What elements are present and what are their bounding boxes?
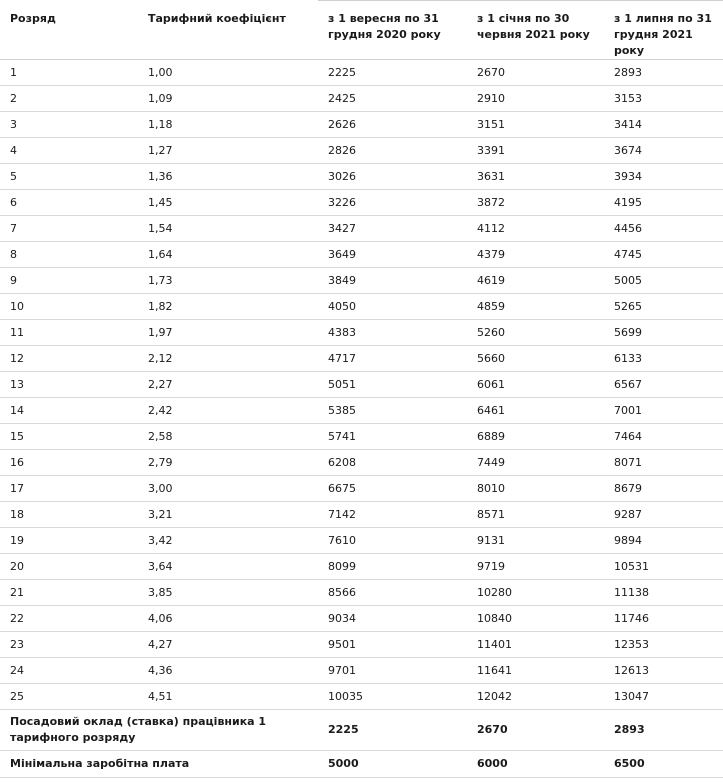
grade-cell: 11 — [0, 320, 138, 346]
table-row — [0, 632, 723, 658]
value-2021-h1-cell: 3872 — [467, 190, 604, 216]
value-2021-h2-cell: 3414 — [604, 112, 723, 138]
header-period-2020: з 1 вересня по 31 грудня 2020 року — [318, 1, 467, 60]
grade-cell: 6 — [0, 190, 138, 216]
value-2021-h1-cell: 4112 — [467, 216, 604, 242]
coefficient-cell: 4,27 — [138, 632, 318, 658]
coefficient-cell: 3,85 — [138, 580, 318, 606]
value-2021-h1-cell: 6461 — [467, 398, 604, 424]
grade-cell: 8 — [0, 242, 138, 268]
coefficient-cell: 1,82 — [138, 294, 318, 320]
value-2021-h2-cell: 10531 — [604, 554, 723, 580]
value-2021-h2-cell: 11138 — [604, 580, 723, 606]
value-2021-h2-cell: 8679 — [604, 476, 723, 502]
value-2020-cell: 5385 — [318, 398, 467, 424]
grade-cell: 2 — [0, 86, 138, 112]
coefficient-cell: 1,64 — [138, 242, 318, 268]
value-2020-cell: 3226 — [318, 190, 467, 216]
value-2021-h1-cell: 7449 — [467, 450, 604, 476]
min-wage-label: Мінімальна заробітна плата — [0, 751, 318, 778]
value-2021-h1-cell: 9719 — [467, 554, 604, 580]
value-2021-h1-cell: 2670 — [467, 60, 604, 86]
grade-cell: 1 — [0, 60, 138, 86]
grade-cell: 17 — [0, 476, 138, 502]
value-2020-cell: 8566 — [318, 580, 467, 606]
value-2021-h2-cell: 7464 — [604, 424, 723, 450]
value-2020-cell: 9501 — [318, 632, 467, 658]
table-row — [0, 268, 723, 294]
value-2021-h2-cell: 6567 — [604, 372, 723, 398]
value-2021-h2-cell: 3934 — [604, 164, 723, 190]
value-2021-h2-cell: 13047 — [604, 684, 723, 710]
value-2020-cell: 4050 — [318, 294, 467, 320]
grade-cell: 20 — [0, 554, 138, 580]
salary-value-2020: 2225 — [318, 710, 467, 751]
value-2020-cell: 3026 — [318, 164, 467, 190]
coefficient-cell: 2,12 — [138, 346, 318, 372]
value-2021-h1-cell: 4379 — [467, 242, 604, 268]
value-2020-cell: 3849 — [318, 268, 467, 294]
coefficient-cell: 4,06 — [138, 606, 318, 632]
coefficient-cell: 1,09 — [138, 86, 318, 112]
grade-cell: 5 — [0, 164, 138, 190]
coefficient-cell: 1,73 — [138, 268, 318, 294]
table-row — [0, 216, 723, 242]
grade-cell: 13 — [0, 372, 138, 398]
coefficient-cell: 1,97 — [138, 320, 318, 346]
grade-cell: 22 — [0, 606, 138, 632]
value-2021-h2-cell: 3153 — [604, 86, 723, 112]
coefficient-cell: 2,79 — [138, 450, 318, 476]
grade-cell: 23 — [0, 632, 138, 658]
value-2021-h1-cell: 9131 — [467, 528, 604, 554]
table-row — [0, 398, 723, 424]
grade-cell: 25 — [0, 684, 138, 710]
table-body — [0, 60, 723, 710]
grade-cell: 7 — [0, 216, 138, 242]
coefficient-cell: 3,21 — [138, 502, 318, 528]
table-row — [0, 164, 723, 190]
value-2021-h2-cell: 12613 — [604, 658, 723, 684]
coefficient-cell: 1,18 — [138, 112, 318, 138]
salary-value-2021-h2: 2893 — [604, 710, 723, 751]
header-period-2021-h1: з 1 січня по 30 червня 2021 року — [467, 1, 604, 60]
min-wage-value-2020: 5000 — [318, 751, 467, 778]
coefficient-cell: 1,45 — [138, 190, 318, 216]
grade-cell: 10 — [0, 294, 138, 320]
header-row — [0, 1, 723, 60]
grade-cell: 4 — [0, 138, 138, 164]
table-row — [0, 476, 723, 502]
value-2020-cell: 6675 — [318, 476, 467, 502]
min-wage-row — [0, 751, 723, 778]
table-row — [0, 86, 723, 112]
table-row — [0, 424, 723, 450]
value-2020-cell: 5741 — [318, 424, 467, 450]
coefficient-cell: 1,00 — [138, 60, 318, 86]
value-2021-h2-cell: 5699 — [604, 320, 723, 346]
value-2021-h1-cell: 3631 — [467, 164, 604, 190]
coefficient-cell: 1,27 — [138, 138, 318, 164]
value-2021-h2-cell: 5265 — [604, 294, 723, 320]
table-row — [0, 606, 723, 632]
value-2021-h1-cell: 4619 — [467, 268, 604, 294]
grade-cell: 14 — [0, 398, 138, 424]
value-2021-h1-cell: 3151 — [467, 112, 604, 138]
value-2021-h2-cell: 7001 — [604, 398, 723, 424]
table-row — [0, 658, 723, 684]
table-row — [0, 112, 723, 138]
value-2021-h2-cell: 4456 — [604, 216, 723, 242]
coefficient-cell: 2,58 — [138, 424, 318, 450]
value-2020-cell: 7610 — [318, 528, 467, 554]
value-2020-cell: 7142 — [318, 502, 467, 528]
value-2021-h2-cell: 9287 — [604, 502, 723, 528]
coefficient-cell: 2,27 — [138, 372, 318, 398]
table-row — [0, 242, 723, 268]
grade-cell: 19 — [0, 528, 138, 554]
table-row — [0, 450, 723, 476]
value-2020-cell: 6208 — [318, 450, 467, 476]
value-2020-cell: 3649 — [318, 242, 467, 268]
value-2021-h2-cell: 12353 — [604, 632, 723, 658]
value-2021-h1-cell: 6061 — [467, 372, 604, 398]
value-2021-h1-cell: 12042 — [467, 684, 604, 710]
grade-cell: 16 — [0, 450, 138, 476]
value-2021-h1-cell: 11641 — [467, 658, 604, 684]
value-2021-h1-cell: 4859 — [467, 294, 604, 320]
value-2021-h1-cell: 11401 — [467, 632, 604, 658]
header-period-2021-h2: з 1 липня по 31 грудня 2021 року — [604, 1, 723, 60]
grade-cell: 9 — [0, 268, 138, 294]
table-row — [0, 190, 723, 216]
value-2021-h2-cell: 8071 — [604, 450, 723, 476]
min-wage-value-2021-h1: 6000 — [467, 751, 604, 778]
coefficient-cell: 3,42 — [138, 528, 318, 554]
value-2020-cell: 8099 — [318, 554, 467, 580]
table-row — [0, 138, 723, 164]
value-2020-cell: 10035 — [318, 684, 467, 710]
salary-label: Посадовий оклад (ставка) працівника 1 тарифного розряду — [0, 710, 318, 751]
table-row — [0, 346, 723, 372]
value-2020-cell: 3427 — [318, 216, 467, 242]
salary-row — [0, 710, 723, 751]
value-2021-h2-cell: 4745 — [604, 242, 723, 268]
value-2021-h1-cell: 5260 — [467, 320, 604, 346]
value-2021-h1-cell: 6889 — [467, 424, 604, 450]
grade-cell: 12 — [0, 346, 138, 372]
value-2021-h1-cell: 8571 — [467, 502, 604, 528]
min-wage-value-2021-h2: 6500 — [604, 751, 723, 778]
table-row — [0, 684, 723, 710]
value-2021-h2-cell: 4195 — [604, 190, 723, 216]
value-2021-h1-cell: 8010 — [467, 476, 604, 502]
coefficient-cell: 4,36 — [138, 658, 318, 684]
grade-cell: 21 — [0, 580, 138, 606]
coefficient-cell: 2,42 — [138, 398, 318, 424]
table-row — [0, 320, 723, 346]
value-2021-h2-cell: 9894 — [604, 528, 723, 554]
value-2021-h2-cell: 2893 — [604, 60, 723, 86]
table-row — [0, 528, 723, 554]
value-2020-cell: 9034 — [318, 606, 467, 632]
value-2020-cell: 2826 — [318, 138, 467, 164]
value-2020-cell: 5051 — [318, 372, 467, 398]
value-2021-h1-cell: 10280 — [467, 580, 604, 606]
value-2021-h2-cell: 5005 — [604, 268, 723, 294]
value-2020-cell: 4383 — [318, 320, 467, 346]
value-2021-h2-cell: 6133 — [604, 346, 723, 372]
salary-value-2021-h1: 2670 — [467, 710, 604, 751]
coefficient-cell: 1,54 — [138, 216, 318, 242]
grade-cell: 18 — [0, 502, 138, 528]
table-row — [0, 372, 723, 398]
value-2020-cell: 2225 — [318, 60, 467, 86]
value-2020-cell: 2425 — [318, 86, 467, 112]
value-2020-cell: 9701 — [318, 658, 467, 684]
coefficient-cell: 3,64 — [138, 554, 318, 580]
value-2020-cell: 4717 — [318, 346, 467, 372]
value-2021-h1-cell: 2910 — [467, 86, 604, 112]
value-2021-h1-cell: 5660 — [467, 346, 604, 372]
table-header — [0, 1, 723, 60]
header-grade: Розряд — [0, 1, 138, 60]
value-2020-cell: 2626 — [318, 112, 467, 138]
table-row — [0, 294, 723, 320]
table-footer — [0, 710, 723, 778]
value-2021-h1-cell: 3391 — [467, 138, 604, 164]
value-2021-h2-cell: 11746 — [604, 606, 723, 632]
header-coefficient: Тарифний коефіцієнт — [138, 1, 318, 60]
table-row — [0, 554, 723, 580]
grade-cell: 24 — [0, 658, 138, 684]
value-2021-h1-cell: 10840 — [467, 606, 604, 632]
value-2021-h2-cell: 3674 — [604, 138, 723, 164]
table-row — [0, 580, 723, 606]
coefficient-cell: 3,00 — [138, 476, 318, 502]
coefficient-cell: 1,36 — [138, 164, 318, 190]
grade-cell: 15 — [0, 424, 138, 450]
table-row — [0, 502, 723, 528]
coefficient-cell: 4,51 — [138, 684, 318, 710]
table-row — [0, 60, 723, 86]
grade-cell: 3 — [0, 112, 138, 138]
